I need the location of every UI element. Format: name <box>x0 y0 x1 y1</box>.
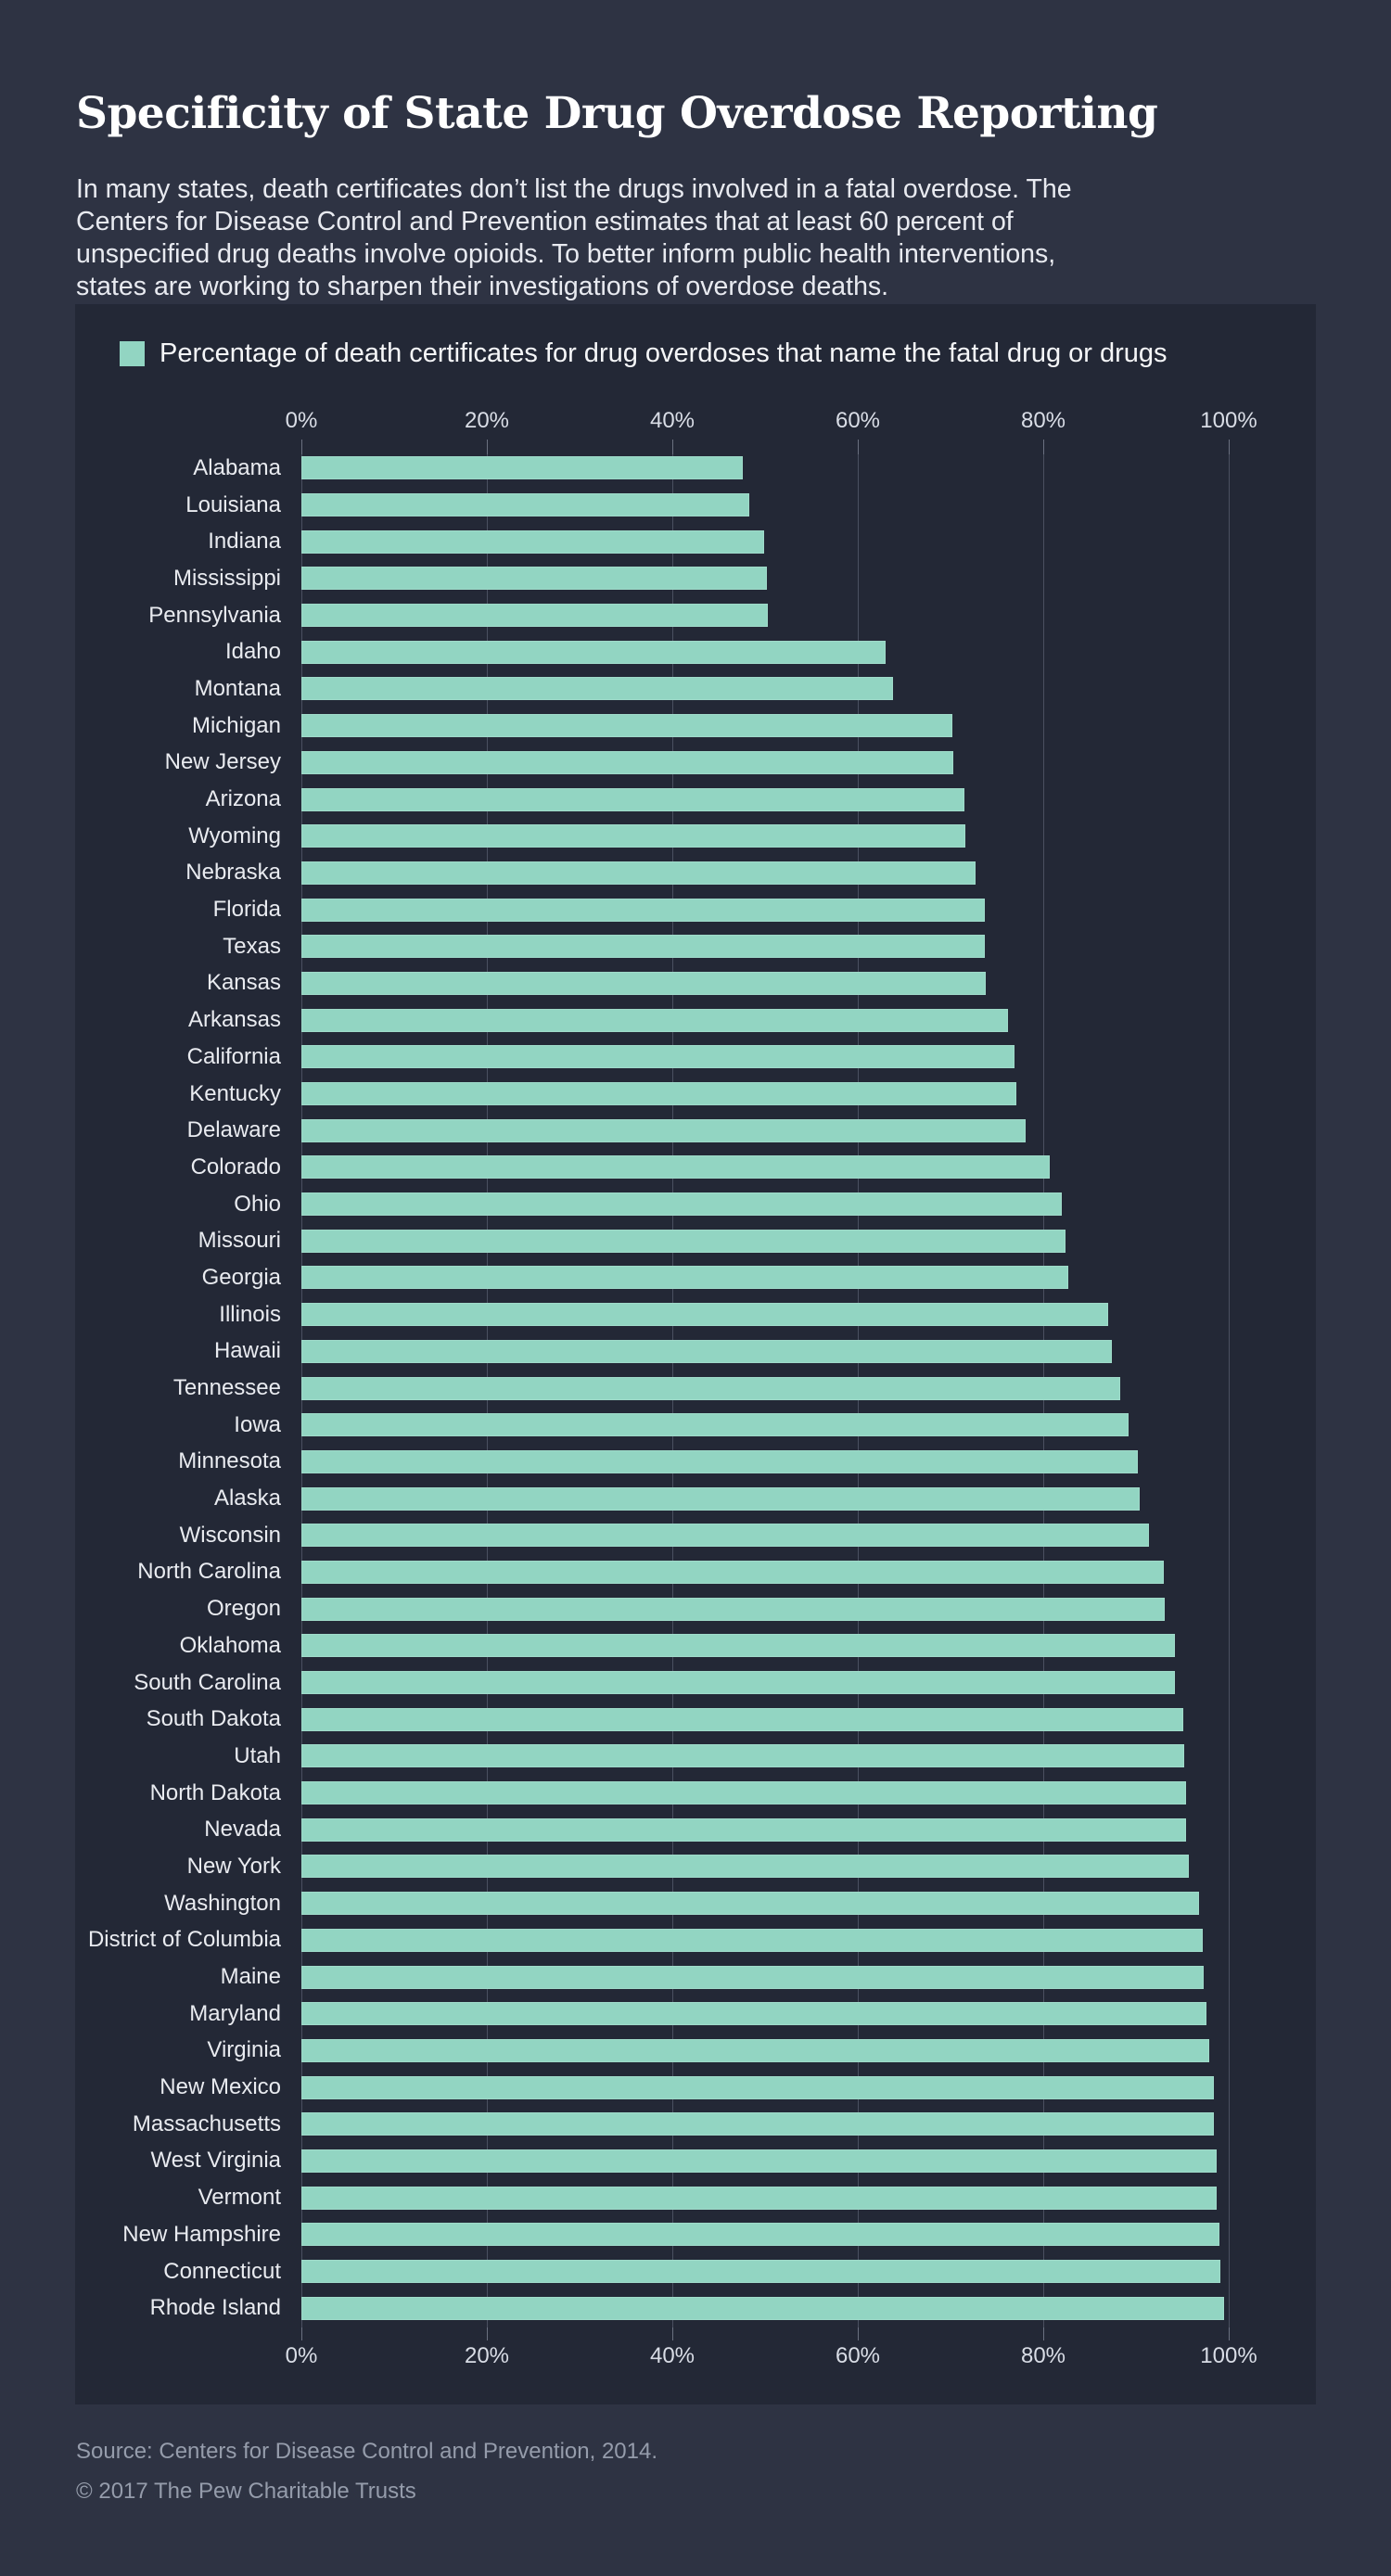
state-bar <box>301 1818 1186 1842</box>
chart-row <box>75 1554 1316 1591</box>
chart-row <box>75 1738 1316 1775</box>
intro-paragraph: In many states, death certificates don’t list the drugs involved in a fatal overdose. The Centers for Disease Control and Prevention estimates that at least 60 percent of unspecified drug deaths involve opioids. To better inform public health interventions, states are working to sharpen their investigations of overdose deaths. <box>76 173 1072 301</box>
state-bar <box>301 604 768 627</box>
state-bar <box>301 2149 1217 2173</box>
state-label: Delaware <box>186 1117 281 1143</box>
chart-row <box>75 965 1316 1002</box>
state-label: California <box>186 1043 281 1069</box>
footer-copyright: © 2017 The Pew Charitable Trusts <box>76 2479 416 2504</box>
state-bar <box>301 1082 1016 1105</box>
state-label: Minnesota <box>178 1448 281 1474</box>
state-bar <box>301 456 743 479</box>
state-bar <box>301 1598 1165 1621</box>
bar-track <box>301 751 1229 774</box>
state-label: District of Columbia <box>87 1927 281 1953</box>
bar-track <box>301 2187 1229 2210</box>
state-label: Virginia <box>207 2037 281 2063</box>
state-label: New Mexico <box>160 2074 281 2100</box>
state-label: North Carolina <box>137 1559 281 1585</box>
state-label: Georgia <box>201 1264 281 1290</box>
chart-row <box>75 1664 1316 1702</box>
state-label: New Hampshire <box>122 2221 281 2247</box>
state-bar <box>301 1450 1138 1473</box>
bar-track <box>301 1340 1229 1363</box>
chart-row <box>75 2179 1316 2216</box>
state-label: Alaska <box>213 1486 281 1511</box>
state-bar <box>301 861 976 885</box>
axis-tick-label-bottom: 100% <box>1200 2343 1257 2368</box>
axis-tick <box>672 2327 673 2340</box>
axis-tick-label-top: 20% <box>464 408 510 433</box>
bar-track <box>301 493 1229 516</box>
state-bar <box>301 1855 1189 1878</box>
bar-track <box>301 567 1229 590</box>
bar-track <box>301 1487 1229 1511</box>
chart-row <box>75 1112 1316 1149</box>
state-bar <box>301 788 964 811</box>
state-label: Massachusetts <box>132 2111 281 2136</box>
state-bar <box>301 1634 1175 1657</box>
chart-row <box>75 708 1316 745</box>
bar-track <box>301 861 1229 885</box>
state-bar <box>301 1671 1175 1694</box>
state-label: Maine <box>220 1964 281 1990</box>
bar-track <box>301 1818 1229 1842</box>
state-label: Utah <box>234 1742 281 1768</box>
chart-row <box>75 1444 1316 1481</box>
axis-tick-label-bottom: 80% <box>1020 2343 1066 2368</box>
state-bar <box>301 1230 1066 1253</box>
bar-track <box>301 2002 1229 2025</box>
axis-tick-label-bottom: 60% <box>835 2343 881 2368</box>
chart-row <box>75 450 1316 487</box>
bar-track <box>301 1266 1229 1289</box>
chart-row <box>75 1039 1316 1076</box>
state-label: Vermont <box>198 2185 281 2211</box>
state-label: Kentucky <box>189 1080 281 1106</box>
state-bar <box>301 1524 1149 1547</box>
axis-tick-label-top: 100% <box>1200 408 1257 433</box>
state-label: Colorado <box>190 1154 281 1180</box>
bar-track <box>301 1377 1229 1400</box>
state-bar <box>301 677 893 700</box>
chart-row <box>75 1701 1316 1738</box>
state-label: Florida <box>212 897 281 923</box>
state-label: Missouri <box>198 1228 281 1254</box>
state-bar <box>301 751 953 774</box>
state-bar <box>301 1303 1108 1326</box>
bar-track <box>301 1781 1229 1804</box>
bar-track <box>301 1966 1229 1989</box>
bar-track <box>301 530 1229 554</box>
state-bar <box>301 2112 1214 2136</box>
state-label: North Dakota <box>149 1779 281 1805</box>
chart-panel <box>75 304 1316 2404</box>
chart-row <box>75 1775 1316 1812</box>
chart-row <box>75 1186 1316 1223</box>
state-label: Wyoming <box>188 823 281 848</box>
state-label: Arizona <box>205 786 281 812</box>
bar-track <box>301 1155 1229 1179</box>
state-label: Hawaii <box>213 1338 281 1364</box>
bar-track <box>301 1892 1229 1915</box>
chart-row <box>75 1407 1316 1444</box>
state-bar <box>301 1892 1199 1915</box>
axis-tick <box>858 2327 859 2340</box>
state-bar <box>301 493 749 516</box>
state-label: Arkansas <box>187 1007 281 1033</box>
state-label: Nebraska <box>185 860 281 886</box>
chart-row <box>75 818 1316 855</box>
bar-track <box>301 2260 1229 2283</box>
state-bar <box>301 1192 1062 1216</box>
state-bar <box>301 1744 1184 1767</box>
chart-row <box>75 1259 1316 1296</box>
chart-row <box>75 1222 1316 1259</box>
bar-track <box>301 899 1229 922</box>
state-bar <box>301 1708 1183 1731</box>
chart-row <box>75 1296 1316 1333</box>
bar-track <box>301 1929 1229 1952</box>
bar-track <box>301 1303 1229 1326</box>
state-label: Kansas <box>206 970 281 996</box>
bar-track <box>301 456 1229 479</box>
axis-tick <box>301 2327 302 2340</box>
state-label: New Jersey <box>164 749 281 775</box>
state-label: Michigan <box>191 712 281 738</box>
chart-row <box>75 1885 1316 1922</box>
bar-track <box>301 1009 1229 1032</box>
chart-row <box>75 1076 1316 1113</box>
state-label: Louisiana <box>185 491 281 517</box>
state-bar <box>301 567 767 590</box>
state-label: Pennsylvania <box>148 602 281 628</box>
chart-row <box>75 1517 1316 1554</box>
chart-row <box>75 1149 1316 1186</box>
axis-tick <box>1229 2327 1230 2340</box>
chart-row <box>75 1590 1316 1627</box>
chart-row <box>75 745 1316 782</box>
bar-track <box>301 1634 1229 1657</box>
bar-track <box>301 714 1229 737</box>
bar-track <box>301 641 1229 664</box>
bar-track <box>301 935 1229 958</box>
chart-row <box>75 2106 1316 2143</box>
axis-tick-label-bottom: 0% <box>285 2343 318 2368</box>
state-label: Indiana <box>208 529 281 555</box>
chart-row <box>75 781 1316 818</box>
state-bar <box>301 1487 1140 1511</box>
chart-row <box>75 891 1316 928</box>
state-bar <box>301 1781 1186 1804</box>
chart-row <box>75 855 1316 892</box>
state-label: Oklahoma <box>179 1632 281 1658</box>
bar-track <box>301 1561 1229 1584</box>
state-label: Montana <box>194 675 281 701</box>
chart-row <box>75 2216 1316 2253</box>
axis-tick-label-bottom: 40% <box>649 2343 696 2368</box>
state-bar <box>301 1266 1068 1289</box>
bar-track <box>301 788 1229 811</box>
state-bar <box>301 1045 1015 1068</box>
chart-row <box>75 523 1316 560</box>
legend-swatch-icon <box>120 341 145 366</box>
state-label: Rhode Island <box>149 2295 281 2321</box>
state-label: Mississippi <box>172 565 281 591</box>
state-label: Nevada <box>204 1817 281 1843</box>
chart-row <box>75 928 1316 965</box>
chart-row <box>75 1333 1316 1371</box>
chart-row <box>75 2289 1316 2327</box>
state-bar <box>301 1340 1112 1363</box>
state-label: Illinois <box>219 1301 281 1327</box>
state-label: South Dakota <box>146 1706 281 1732</box>
axis-tick <box>1043 2327 1044 2340</box>
chart-row <box>75 1958 1316 1996</box>
state-bar <box>301 2223 1219 2246</box>
bar-track <box>301 1192 1229 1216</box>
state-label: Tennessee <box>172 1375 281 1401</box>
bar-track <box>301 1230 1229 1253</box>
state-bar <box>301 899 985 922</box>
state-bar <box>301 1377 1120 1400</box>
bar-track <box>301 1119 1229 1142</box>
chart-row <box>75 1627 1316 1664</box>
bar-track <box>301 677 1229 700</box>
state-bar <box>301 1009 1008 1032</box>
axis-tick <box>487 2327 488 2340</box>
chart-row <box>75 1922 1316 1959</box>
chart-row <box>75 2069 1316 2106</box>
state-label: South Carolina <box>134 1669 281 1695</box>
state-label: Washington <box>164 1890 281 1916</box>
bar-track <box>301 1744 1229 1767</box>
bar-track <box>301 1524 1229 1547</box>
state-bar <box>301 1561 1164 1584</box>
state-bar <box>301 641 886 664</box>
bar-track <box>301 972 1229 995</box>
state-label: Iowa <box>234 1411 281 1437</box>
bar-track <box>301 1855 1229 1878</box>
state-bar <box>301 824 965 848</box>
chart-row <box>75 2143 1316 2180</box>
state-label: Ohio <box>234 1191 281 1217</box>
state-label: Texas <box>223 933 281 959</box>
state-bar <box>301 530 764 554</box>
axis-tick-label-top: 40% <box>649 408 696 433</box>
chart-row <box>75 487 1316 524</box>
state-label: West Virginia <box>150 2148 281 2174</box>
bar-track <box>301 1450 1229 1473</box>
axis-tick-label-bottom: 20% <box>464 2343 510 2368</box>
bar-track <box>301 1082 1229 1105</box>
chart-row <box>75 1811 1316 1848</box>
bar-track <box>301 1045 1229 1068</box>
bar-track <box>301 2297 1229 2320</box>
legend-label: Percentage of death certificates for drug overdoses that name the fatal drug or drugs <box>160 338 1168 368</box>
chart-row <box>75 2253 1316 2290</box>
bar-track <box>301 2112 1229 2136</box>
state-bar <box>301 972 986 995</box>
chart-row <box>75 560 1316 597</box>
chart-row <box>75 1996 1316 2033</box>
chart-row <box>75 633 1316 670</box>
state-label: Idaho <box>224 639 281 665</box>
chart-rows <box>75 450 1316 2327</box>
chart-legend <box>120 338 1168 368</box>
chart-row <box>75 1370 1316 1407</box>
chart-row <box>75 2033 1316 2070</box>
bar-track <box>301 2039 1229 2062</box>
state-label: Connecticut <box>163 2258 281 2284</box>
state-bar <box>301 2260 1220 2283</box>
footer-source: Source: Centers for Disease Control and Prevention, 2014. <box>76 2439 658 2464</box>
state-bar <box>301 1966 1204 1989</box>
state-bar <box>301 2297 1224 2320</box>
state-bar <box>301 1119 1026 1142</box>
state-bar <box>301 2039 1209 2062</box>
page-title: Specificity of State Drug Overdose Reporting <box>76 88 1158 140</box>
state-bar <box>301 1155 1050 1179</box>
bar-track <box>301 2076 1229 2099</box>
state-label: Alabama <box>193 454 281 480</box>
axis-tick-label-top: 80% <box>1020 408 1066 433</box>
state-label: New York <box>186 1853 281 1879</box>
bar-track <box>301 2223 1229 2246</box>
state-label: Wisconsin <box>179 1522 281 1548</box>
chart-row <box>75 1001 1316 1039</box>
bar-track <box>301 824 1229 848</box>
bar-track <box>301 2149 1229 2173</box>
state-bar <box>301 2187 1217 2210</box>
state-bar <box>301 1413 1129 1436</box>
bar-track <box>301 1708 1229 1731</box>
axis-tick-label-top: 60% <box>835 408 881 433</box>
bar-track <box>301 1598 1229 1621</box>
chart-row <box>75 597 1316 634</box>
state-label: Maryland <box>189 2000 281 2026</box>
chart-row <box>75 1480 1316 1517</box>
state-bar <box>301 935 985 958</box>
chart-row <box>75 1848 1316 1885</box>
state-label: Oregon <box>206 1596 281 1622</box>
state-bar <box>301 1929 1203 1952</box>
chart-row <box>75 670 1316 708</box>
axis-tick-label-top: 0% <box>285 408 318 433</box>
bar-track <box>301 604 1229 627</box>
bar-track <box>301 1671 1229 1694</box>
state-bar <box>301 2076 1214 2099</box>
state-bar <box>301 714 952 737</box>
bar-track <box>301 1413 1229 1436</box>
state-bar <box>301 2002 1206 2025</box>
